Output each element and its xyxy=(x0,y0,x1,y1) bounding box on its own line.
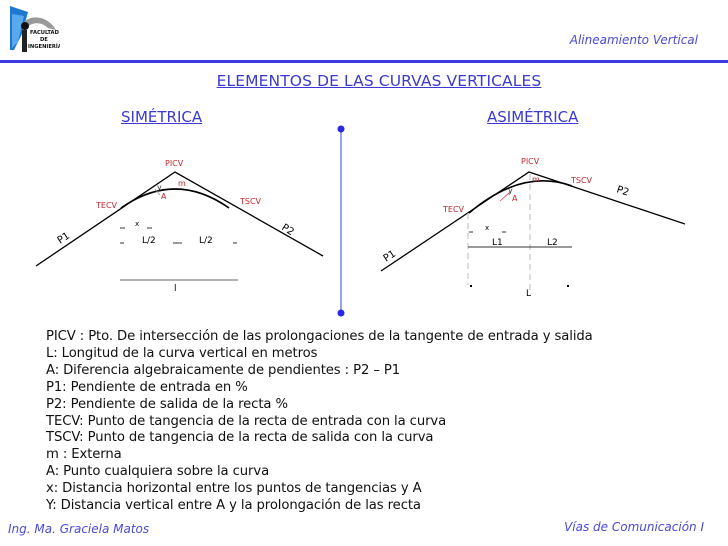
label-p1: P1 xyxy=(55,230,73,247)
label-length: l xyxy=(174,284,177,294)
faculty-logo xyxy=(8,4,60,58)
asymmetric-curve-diagram xyxy=(381,157,685,299)
definition-y: Y: Distancia vertical entre A y la prolongación de las recta xyxy=(46,498,421,514)
logo-text-line1: FACULTAD xyxy=(30,30,59,36)
label-x: x xyxy=(485,224,490,232)
definition-a: A: Diferencia algebraicamente de pendientes : P2 – P1 xyxy=(46,362,401,378)
label-half-left: L/2 xyxy=(142,236,156,246)
definitions-list xyxy=(46,329,593,515)
vertical-curves-diagram xyxy=(0,120,728,320)
center-divider xyxy=(338,126,345,317)
label-tscv: TSCV xyxy=(571,176,593,185)
symmetric-curve-diagram xyxy=(36,159,323,294)
label-length: L xyxy=(526,289,532,299)
asymmetric-subtitle: ASIMÉTRICA xyxy=(487,108,579,126)
definition-m: m : Externa xyxy=(46,447,122,463)
label-m: m xyxy=(178,179,186,188)
definition-a-point: A: Punto cualquiera sobre la curva xyxy=(46,464,270,480)
label-y: y xyxy=(157,183,162,192)
definition-tscv: TSCV: Punto de tangencia de la recta de salida con la curva xyxy=(46,430,434,446)
label-p2: P2 xyxy=(279,222,296,239)
label-tecv: TECV xyxy=(96,201,117,210)
page-title: ELEMENTOS DE LAS CURVAS VERTICALES xyxy=(216,72,542,90)
label-p1: P1 xyxy=(381,248,399,265)
logo-icon xyxy=(8,4,60,58)
definition-picv: PICV : Pto. De intersección de las prolongaciones de la tangente de entrada y salida xyxy=(46,329,593,344)
definition-x: x: Distancia horizontal entre los puntos de tangencias y A xyxy=(46,481,422,497)
definition-p1: P1: Pendiente de entrada en % xyxy=(46,379,248,395)
label-a: A xyxy=(161,192,167,201)
definition-tecv: TECV: Punto de tangencia de la recta de entrada con la curva xyxy=(46,413,447,429)
label-l2: L2 xyxy=(547,238,558,248)
label-tecv: TECV xyxy=(443,205,464,214)
definition-l: L: Longitud de la curva vertical en metros xyxy=(46,345,318,361)
footer-course: Vías de Comunicación I xyxy=(564,520,704,534)
header-divider xyxy=(0,60,728,63)
symmetric-subtitle: SIMÉTRICA xyxy=(121,108,203,126)
label-l1: L1 xyxy=(492,238,503,248)
label-m: m xyxy=(532,175,540,184)
logo-text-line2: DE xyxy=(40,37,48,43)
definition-p2: P2: Pendiente de salida de la recta % xyxy=(46,396,288,412)
logo-text-line3: INGENIERÍA xyxy=(28,44,60,50)
label-half-right: L/2 xyxy=(199,236,213,246)
label-tscv: TSCV xyxy=(240,197,262,206)
label-a: A xyxy=(512,194,518,203)
footer-author: Ing. Ma. Graciela Matos xyxy=(8,522,150,536)
label-picv: PICV xyxy=(521,157,540,166)
section-title: Alineamiento Vertical xyxy=(569,33,698,47)
label-picv: PICV xyxy=(165,159,184,168)
label-p2: P2 xyxy=(615,184,631,199)
label-x: x xyxy=(135,220,140,228)
label-y: y xyxy=(508,186,513,195)
